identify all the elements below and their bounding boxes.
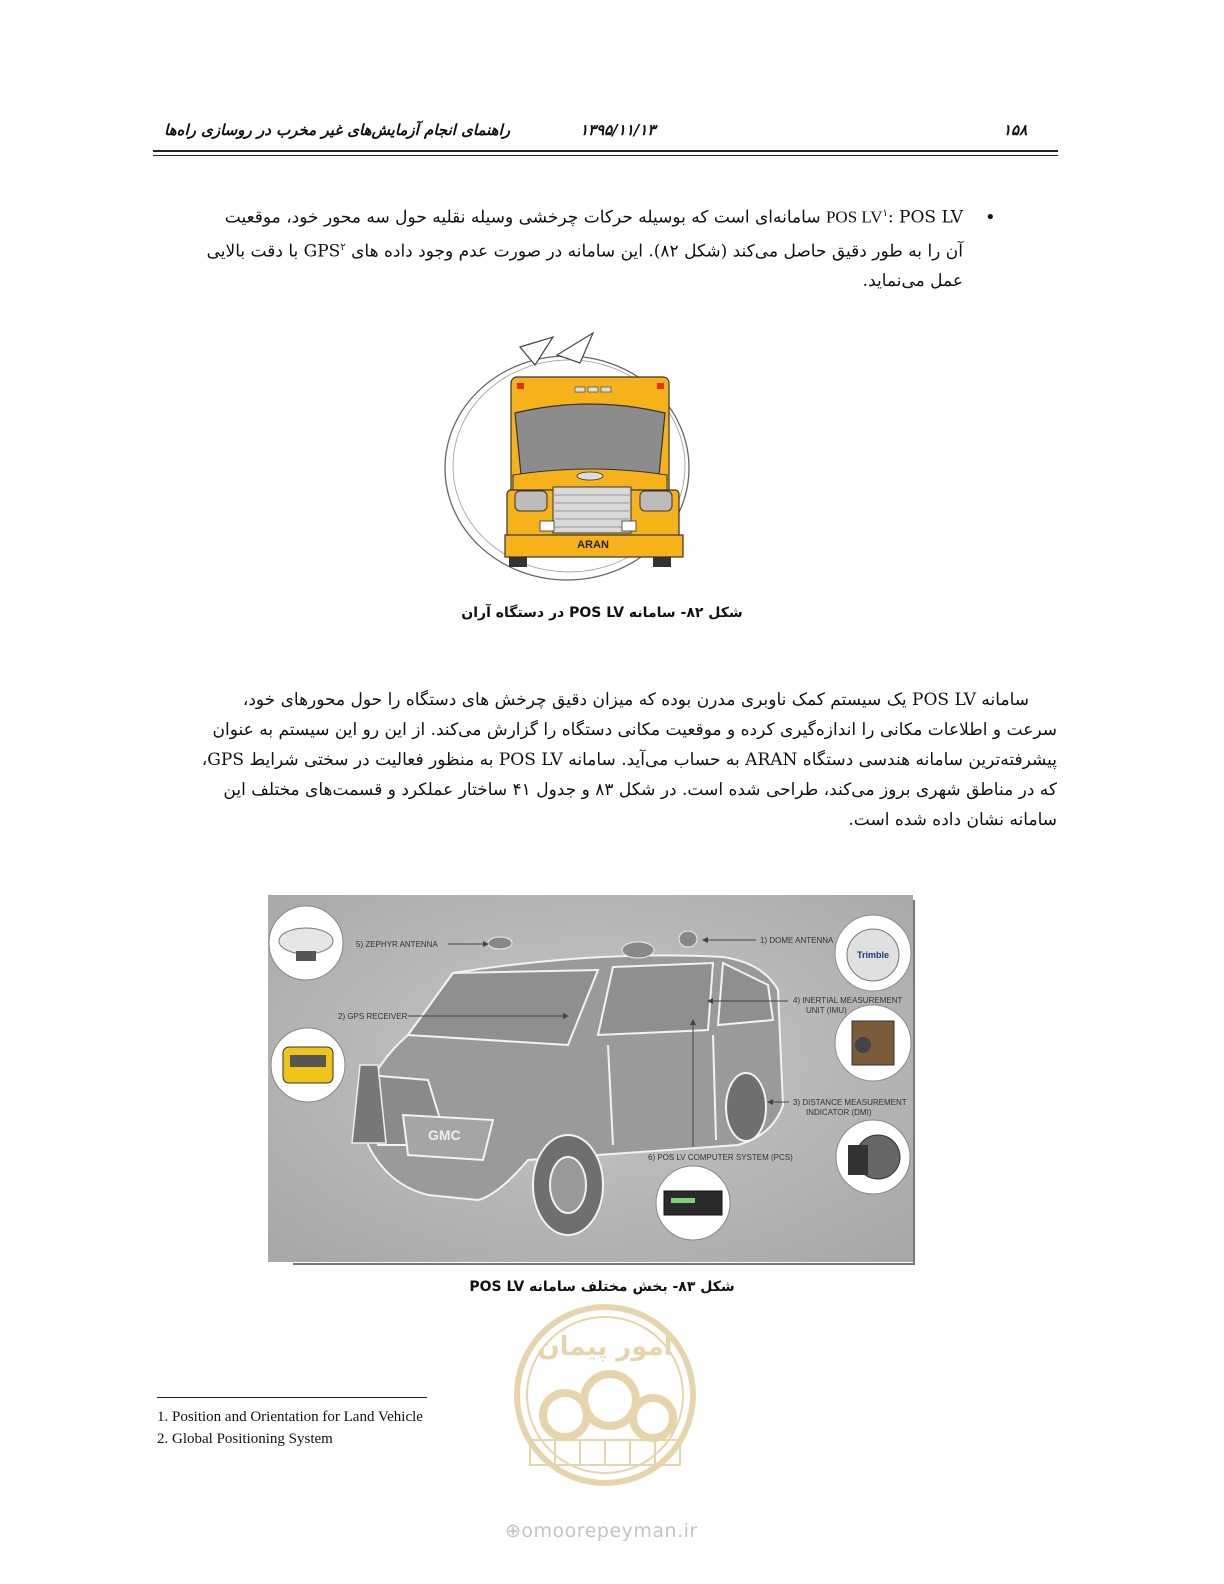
footnote-1: 1. Position and Orientation for Land Vehicle bbox=[157, 1409, 423, 1425]
zephyr-antenna-photo bbox=[269, 906, 343, 980]
rotation-arrow-1 bbox=[520, 337, 553, 365]
label-gps-receiver: 2) GPS RECEIVER bbox=[338, 1012, 408, 1021]
right-headlight bbox=[640, 491, 672, 511]
bullet-line-2-end: با دقت بالایی bbox=[206, 241, 304, 262]
label-dmi-2: INDICATOR (DMI) bbox=[806, 1108, 872, 1117]
watermark-site bbox=[505, 1520, 698, 1542]
footnote-2: 2. Global Positioning System bbox=[157, 1431, 333, 1447]
paragraph-line-2: سرعت و اطلاعات مکانی را اندازه‌گیری کرده و موقعیت مکانی دستگاه را گزارش می‌کند. از این رو این سیستم به عنوان bbox=[212, 720, 1057, 740]
footnote-ref-2: ۲ bbox=[340, 241, 346, 253]
trimble-logo: Trimble bbox=[856, 950, 890, 960]
figure-82-aran-vehicle bbox=[435, 325, 700, 590]
paragraph-line-4: که در مناطق شهری بروز می‌کند، طراحی شده است. در شکل ۸۳ و جدول ۴۱ ساختار عملکرد و قسمت‌های مختلف این bbox=[223, 780, 1057, 800]
bullet-paragraph bbox=[157, 199, 963, 296]
gps-receiver-photo bbox=[271, 1028, 345, 1102]
header-rule bbox=[153, 150, 1058, 152]
dome-antenna-photo bbox=[835, 915, 911, 991]
figure-83-caption: شکل ۸۳- بخش مختلف سامانه POS LV bbox=[469, 1279, 735, 1295]
bullet-line-2: آن را به طور دقیق حاصل می‌کند (شکل ۸۲). این سامانه در صورت عدم وجود داده های GPS bbox=[303, 241, 963, 262]
bullet-line-3: عمل می‌نماید. bbox=[862, 271, 963, 292]
label-imu: 4) INERTIAL MEASUREMENT bbox=[793, 996, 903, 1005]
figure-82-caption: شکل ۸۲- سامانه POS LV در دستگاه آران bbox=[461, 605, 743, 621]
footnote-ref-1: ۱ bbox=[882, 208, 888, 219]
term-pos-lv: POS LV bbox=[825, 207, 883, 227]
zephyr-antenna-on-roof bbox=[488, 937, 512, 949]
main-paragraph bbox=[157, 685, 1057, 835]
rotation-arrow-2 bbox=[557, 333, 593, 363]
page-number: ۱۵۸ bbox=[1003, 121, 1028, 139]
aran-badge: ARAN bbox=[577, 539, 609, 551]
pcs-photo bbox=[656, 1166, 730, 1240]
label-pcs: 6) POS LV COMPUTER SYSTEM (PCS) bbox=[648, 1153, 793, 1162]
header-rule-thin bbox=[153, 155, 1058, 156]
globe-icon: ⊕ bbox=[505, 1520, 522, 1542]
vehicle-windshield bbox=[515, 404, 665, 475]
paragraph-line-1: سامانه POS LV یک سیستم کمک ناوبری مدرن بوده که میزان دقیق چرخش های دستگاه را حول محورهای خود، bbox=[242, 690, 1029, 710]
watermark-logo-text: امور پیمان bbox=[537, 1332, 673, 1362]
footnote-rule bbox=[157, 1397, 427, 1398]
watermark-logo bbox=[485, 1300, 725, 1500]
dmi-photo bbox=[836, 1120, 910, 1194]
label-dmi: 3) DISTANCE MEASUREMENT bbox=[793, 1098, 907, 1107]
figure-83-pos-lv-components bbox=[268, 895, 916, 1265]
left-headlight bbox=[515, 491, 547, 511]
label-zephyr-antenna: 5) ZEPHYR ANTENNA bbox=[356, 940, 438, 949]
bullet-line-1: : POS LV سامانه‌ای است که بوسیله حرکات چرخشی وسیله نقلیه حول سه محور خود، موقعیت bbox=[224, 207, 963, 228]
label-dome-antenna: 1) DOME ANTENNA bbox=[760, 936, 834, 945]
header-date: ۱۳۹۵/۱۱/۱۳ bbox=[580, 121, 656, 139]
dome-antenna-on-roof bbox=[679, 931, 697, 947]
paragraph-line-3: پیشرفته‌ترین سامانه هندسی دستگاه ARAN به حساب می‌آید. سامانه POS LV به منظور فعالیت در سختی شرایط GPS، bbox=[201, 750, 1057, 770]
watermark-site-text: omoorepeyman.ir bbox=[521, 1520, 698, 1542]
imu-photo bbox=[835, 1005, 911, 1081]
gmc-badge: GMC bbox=[428, 1127, 461, 1143]
label-imu-2: UNIT (IMU) bbox=[806, 1006, 847, 1015]
bullet-symbol: • bbox=[985, 207, 996, 228]
header-title: راهنمای انجام آزمایش‌های غیر مخرب در روسازی راه‌ها bbox=[164, 121, 510, 139]
paragraph-line-5: سامانه نشان داده شده است. bbox=[848, 810, 1057, 830]
